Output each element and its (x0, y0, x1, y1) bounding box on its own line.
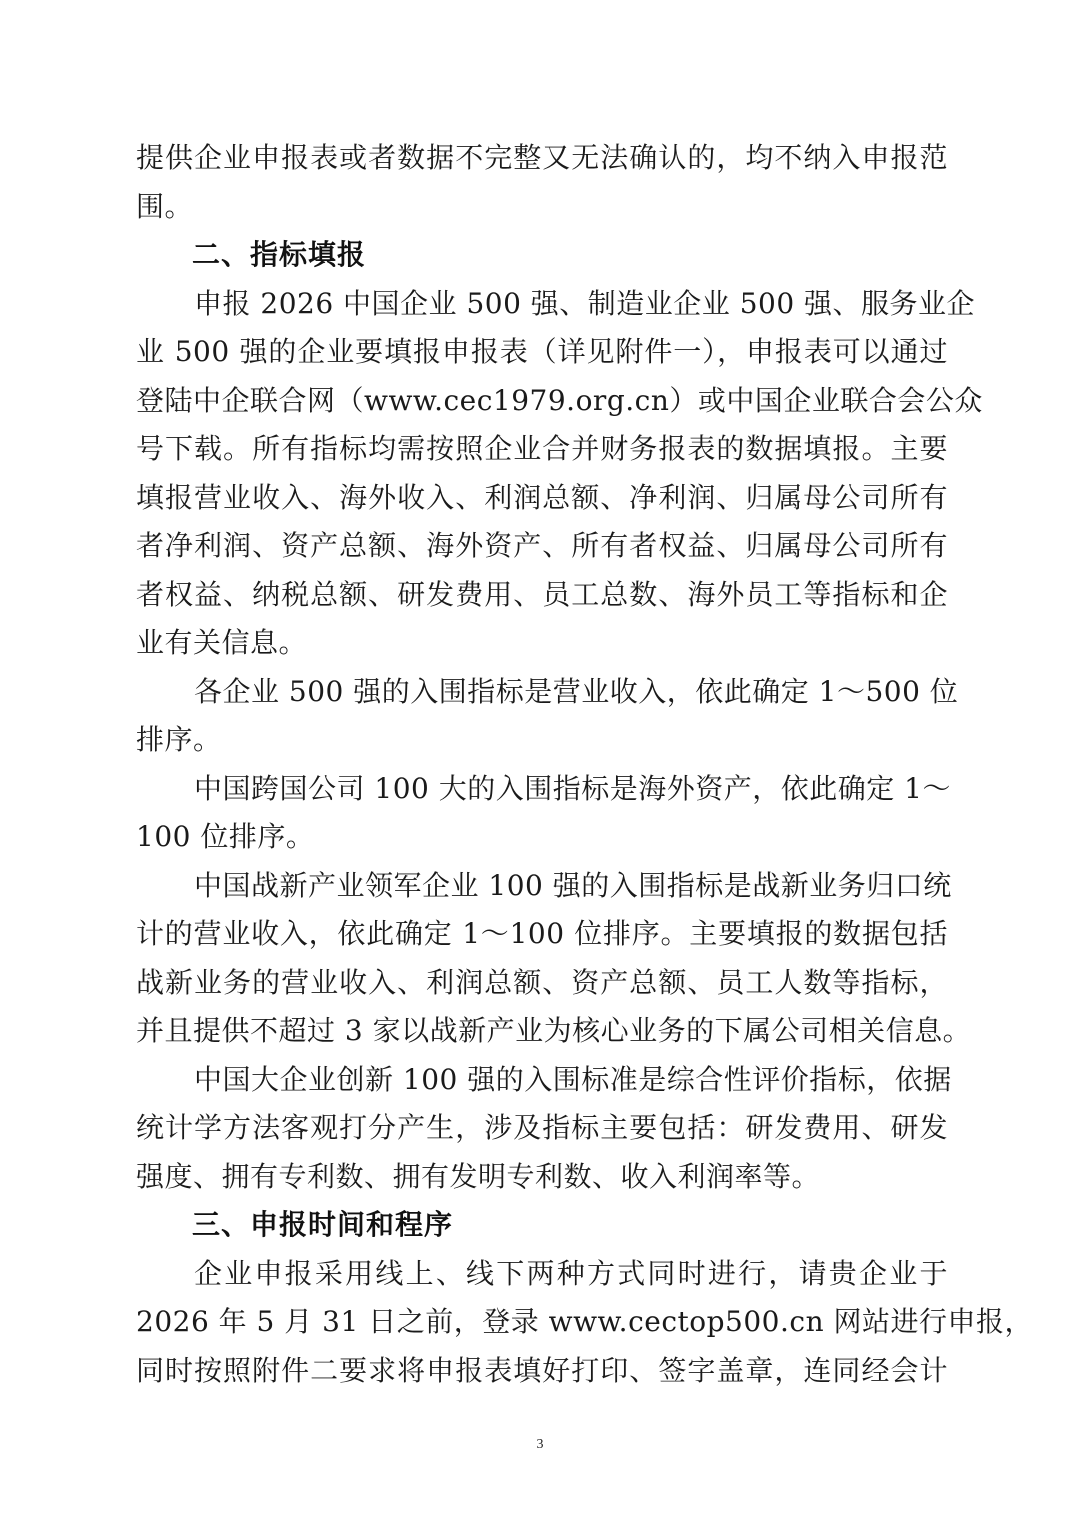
text-line: 同时按照附件二要求将申报表填好打印、签字盖章，连同经会计 (136, 1353, 948, 1387)
text-line: 强度、拥有专利数、拥有发明专利数、收入利润率等。 (136, 1159, 821, 1193)
section-heading: 三、申报时间和程序 (192, 1208, 454, 1241)
text-line: 100 位排序。 (136, 820, 315, 853)
paragraph (136, 765, 951, 862)
text-line: 中国战新产业领军企业 100 强的入围指标是战新业务归口统 (194, 868, 952, 902)
paragraph (136, 134, 948, 231)
text-line: 统计学方法客观打分产生，涉及指标主要包括：研发费用、研发 (136, 1111, 948, 1144)
text-line: 中国大企业创新 100 强的入围标准是综合性评价指标，依据 (194, 1062, 952, 1096)
section-heading: 二、指标填报 (192, 238, 367, 271)
text-line: 者权益、纳税总额、研发费用、员工总数、海外员工等指标和企 (136, 577, 948, 611)
text-line: 企业申报采用线上、线下两种方式同时进行，请贵企业于 (194, 1256, 948, 1290)
text-line: 战新业务的营业收入、利润总额、资产总额、员工人数等指标， (136, 965, 948, 999)
paragraph (136, 1056, 952, 1202)
text-line: 围。 (136, 189, 194, 223)
text-line: 者净利润、资产总额、海外资产、所有者权益、归属母公司所有 (136, 529, 948, 562)
text-line: 计的营业收入，依此确定 1～100 位排序。主要填报的数据包括 (136, 917, 948, 950)
document-body (136, 134, 1034, 1395)
text-line: 业 500 强的企业要填报申报表（详见附件一），申报表可以通过 (136, 335, 948, 368)
paragraph (136, 668, 959, 765)
text-line: 号下载。所有指标均需按照企业合并财务报表的数据填报。主要 (136, 432, 948, 465)
text-line: 并且提供不超过 3 家以战新产业为核心业务的下属公司相关信息。 (136, 1014, 972, 1047)
text-line: 填报营业收入、海外收入、利润总额、净利润、归属母公司所有 (136, 480, 948, 514)
page-number: 3 (536, 1437, 544, 1452)
text-line: 提供企业申报表或者数据不完整又无法确认的，均不纳入申报范 (136, 141, 948, 174)
text-line: 各企业 500 强的入围指标是营业收入，依此确定 1～500 位 (194, 674, 959, 708)
text-line: 排序。 (136, 723, 222, 756)
text-line: 申报 2026 中国企业 500 强、制造业企业 500 强、服务业企 (194, 286, 976, 320)
paragraph (136, 862, 972, 1056)
text-line: 中国跨国公司 100 大的入围指标是海外资产，依此确定 1～ (194, 771, 951, 805)
text-line: 登陆中企联合网（www.cec1979.org.cn）或中国企业联合会公众 (136, 383, 983, 417)
text-line: 2026 年 5 月 31 日之前，登录 www.cectop500.cn 网站进行申报， (136, 1305, 1034, 1338)
text-line: 业有关信息。 (136, 626, 308, 659)
paragraph (136, 280, 983, 668)
paragraph (136, 1250, 1034, 1396)
